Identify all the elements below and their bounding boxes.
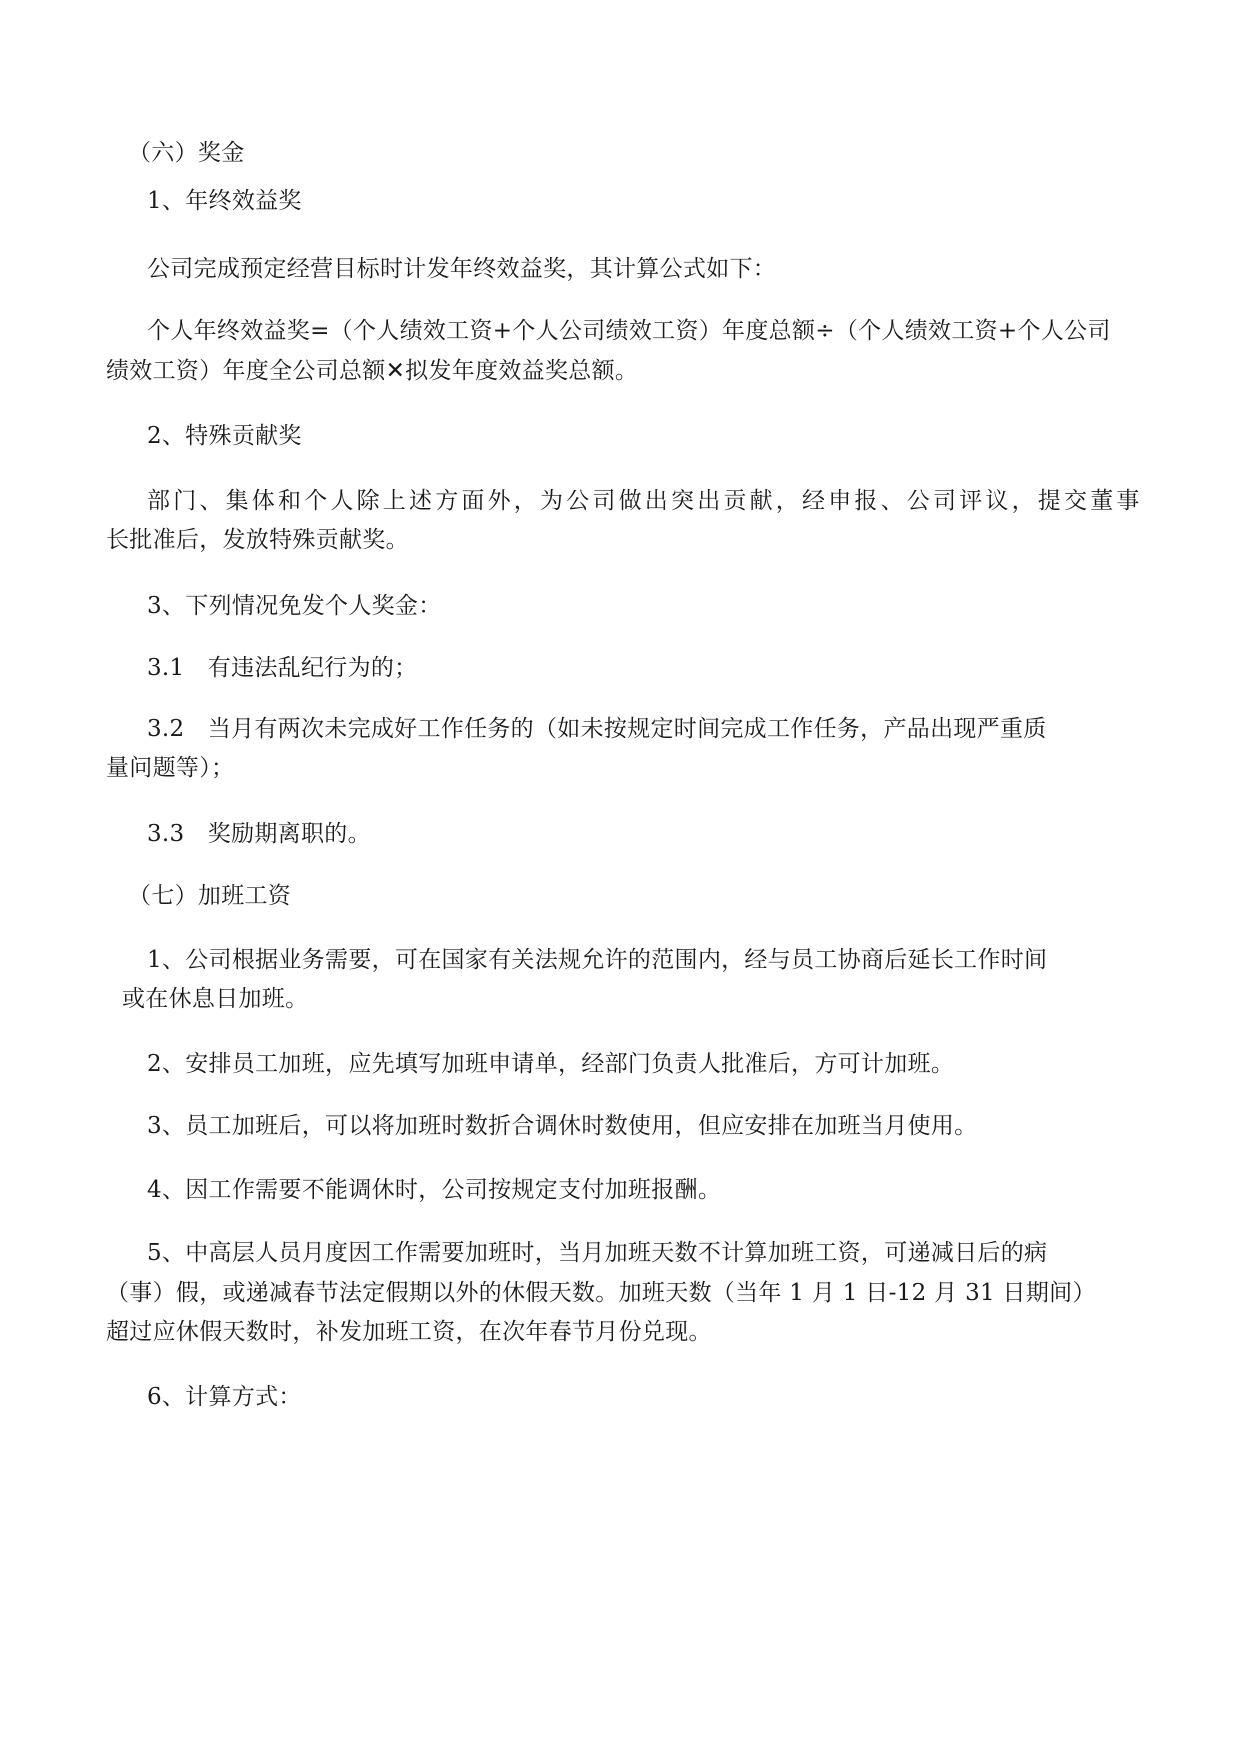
paragraph-clause-3-1: 3.1 有违法乱纪行为的； [147, 655, 418, 681]
item-title-annual-benefit-bonus: 1、年终效益奖 [147, 188, 302, 214]
paragraph-special-line-1: 部门、集体和个人除上述方面外，为公司做出突出贡献，经申报、公司评议，提交董事 [147, 488, 1143, 514]
paragraph-formula-line-1: 个人年终效益奖=（个人绩效工资+个人公司绩效工资）年度总额÷（个人绩效工资+个人公司 [147, 318, 1111, 344]
paragraph-overtime-6: 6、计算方式： [147, 1384, 302, 1410]
section-heading-bonus: （六）奖金 [128, 140, 245, 166]
paragraph-overtime-5-line-1: 5、中高层人员月度因工作需要加班时，当月加班天数不计算加班工资，可递减日后的病 [147, 1240, 1048, 1266]
paragraph-overtime-2: 2、安排员工加班，应先填写加班申请单，经部门负责人批准后，方可计加班。 [147, 1051, 955, 1077]
paragraph-annual-bonus-intro: 公司完成预定经营目标时计发年终效益奖，其计算公式如下： [147, 256, 777, 282]
paragraph-formula-line-2: 绩效工资）年度全公司总额✕拟发年度效益奖总额。 [106, 358, 639, 384]
paragraph-overtime-3: 3、员工加班后，可以将加班时数折合调休时数使用，但应安排在加班当月使用。 [147, 1113, 978, 1139]
paragraph-overtime-5-line-3: 超过应休假天数时，补发加班工资，在次年春节月份兑现。 [106, 1319, 712, 1345]
paragraph-clause-3-2-line-2: 量问题等）； [106, 755, 235, 781]
item-title-exemptions: 3、下列情况免发个人奖金： [147, 593, 442, 619]
paragraph-overtime-1-line-2: 或在休息日加班。 [122, 986, 309, 1012]
paragraph-overtime-4: 4、因工作需要不能调休时，公司按规定支付加班报酬。 [147, 1177, 722, 1203]
paragraph-clause-3-3: 3.3 奖励期离职的。 [147, 821, 371, 847]
paragraph-overtime-1-line-1: 1、公司根据业务需要，可在国家有关法规允许的范围内，经与员工协商后延长工作时间 [147, 947, 1048, 973]
paragraph-overtime-5-line-2: （事）假，或递减春节法定假期以外的休假天数。加班天数（当年 1 月 1 日-12 月 31 日期间） [106, 1280, 1096, 1306]
paragraph-special-line-2: 长批准后，发放特殊贡献奖。 [106, 527, 409, 553]
paragraph-clause-3-2-line-1: 3.2 当月有两次未完成好工作任务的（如未按规定时间完成工作任务，产品出现严重质 [147, 716, 1047, 742]
section-heading-overtime: （七）加班工资 [128, 883, 292, 909]
item-title-special-contribution: 2、特殊贡献奖 [147, 423, 302, 449]
